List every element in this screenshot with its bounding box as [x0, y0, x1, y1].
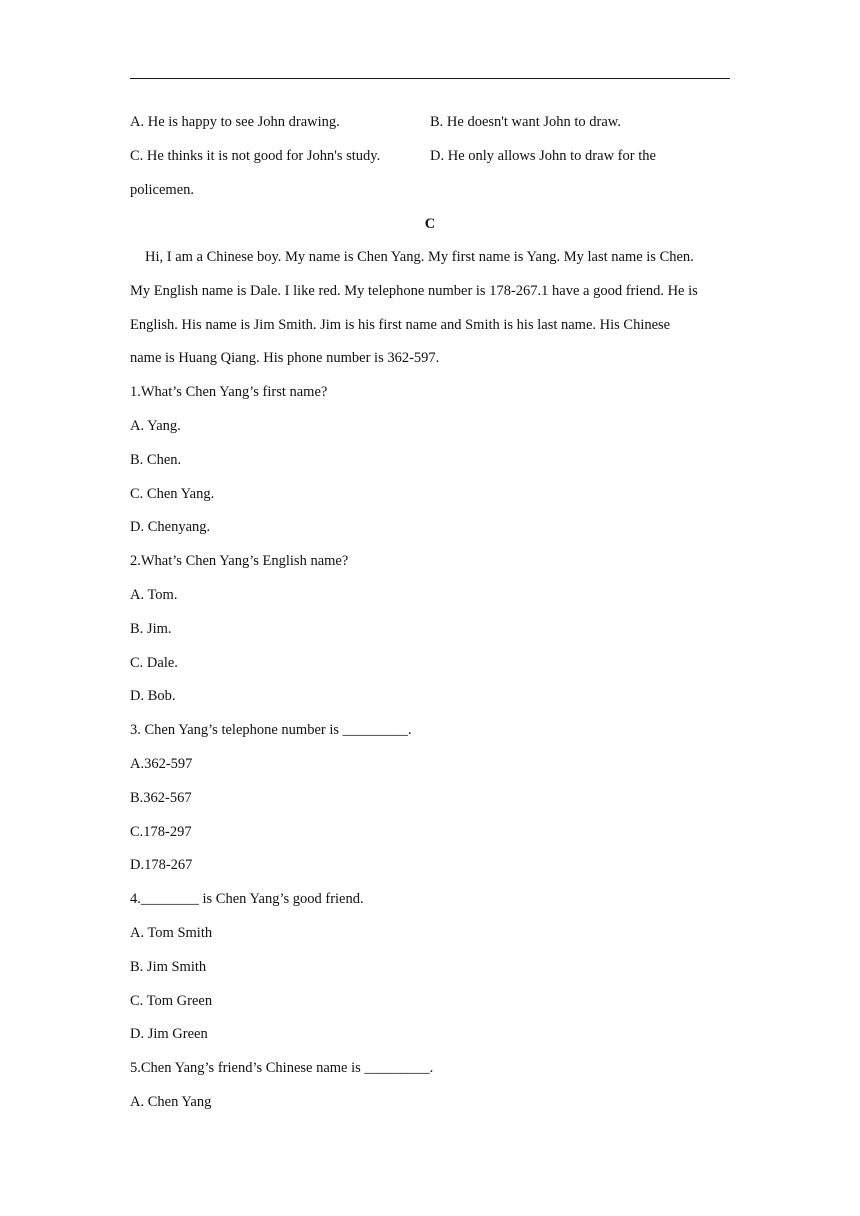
- answer-option: B. Jim Smith: [130, 959, 207, 975]
- prev-option-d: D. He only allows John to draw for the: [430, 148, 656, 164]
- answer-option: D. Jim Green: [130, 1026, 208, 1042]
- prev-option-c: C. He thinks it is not good for John's study.: [130, 148, 381, 164]
- answer-option: A.362-597: [130, 756, 193, 772]
- answer-option: A. Tom Smith: [130, 925, 213, 941]
- prev-option-d-continued: policemen.: [130, 182, 195, 198]
- passage-line: Hi, I am a Chinese boy. My name is Chen Yang. My first name is Yang. My last name is Chen.: [145, 249, 694, 265]
- question-stem: 1.What’s Chen Yang’s first name?: [130, 384, 328, 400]
- answer-option: A. Tom.: [130, 587, 178, 603]
- passage-line: name is Huang Qiang. His phone number is 362-597.: [130, 350, 440, 366]
- answer-option: B.362-567: [130, 790, 192, 806]
- passage-line: English. His name is Jim Smith. Jim is his first name and Smith is his last name. His Chinese: [130, 317, 671, 333]
- question-stem: 2.What’s Chen Yang’s English name?: [130, 553, 349, 569]
- answer-option: D. Bob.: [130, 688, 176, 704]
- prev-option-b: B. He doesn't want John to draw.: [430, 114, 621, 130]
- answer-option: C.178-297: [130, 824, 192, 840]
- passage-line: My English name is Dale. I like red. My telephone number is 178-267.1 have a good friend. He is: [130, 283, 698, 299]
- answer-option: C. Tom Green: [130, 993, 213, 1009]
- question-stem: 3. Chen Yang’s telephone number is _________.: [130, 722, 412, 738]
- answer-option: C. Dale.: [130, 655, 178, 671]
- prev-option-a: A. He is happy to see John drawing.: [130, 114, 340, 130]
- question-stem: 4.________ is Chen Yang’s good friend.: [130, 891, 364, 907]
- answer-option: A. Yang.: [130, 418, 181, 434]
- question-stem: 5.Chen Yang’s friend’s Chinese name is _________.: [130, 1060, 434, 1076]
- answer-option: A. Chen Yang: [130, 1094, 212, 1110]
- header-rule: [130, 78, 730, 79]
- section-heading: C: [424, 216, 436, 232]
- answer-option: D.178-267: [130, 857, 193, 873]
- answer-option: B. Chen.: [130, 452, 182, 468]
- answer-option: D. Chenyang.: [130, 519, 211, 535]
- answer-option: C. Chen Yang.: [130, 486, 215, 502]
- answer-option: B. Jim.: [130, 621, 172, 637]
